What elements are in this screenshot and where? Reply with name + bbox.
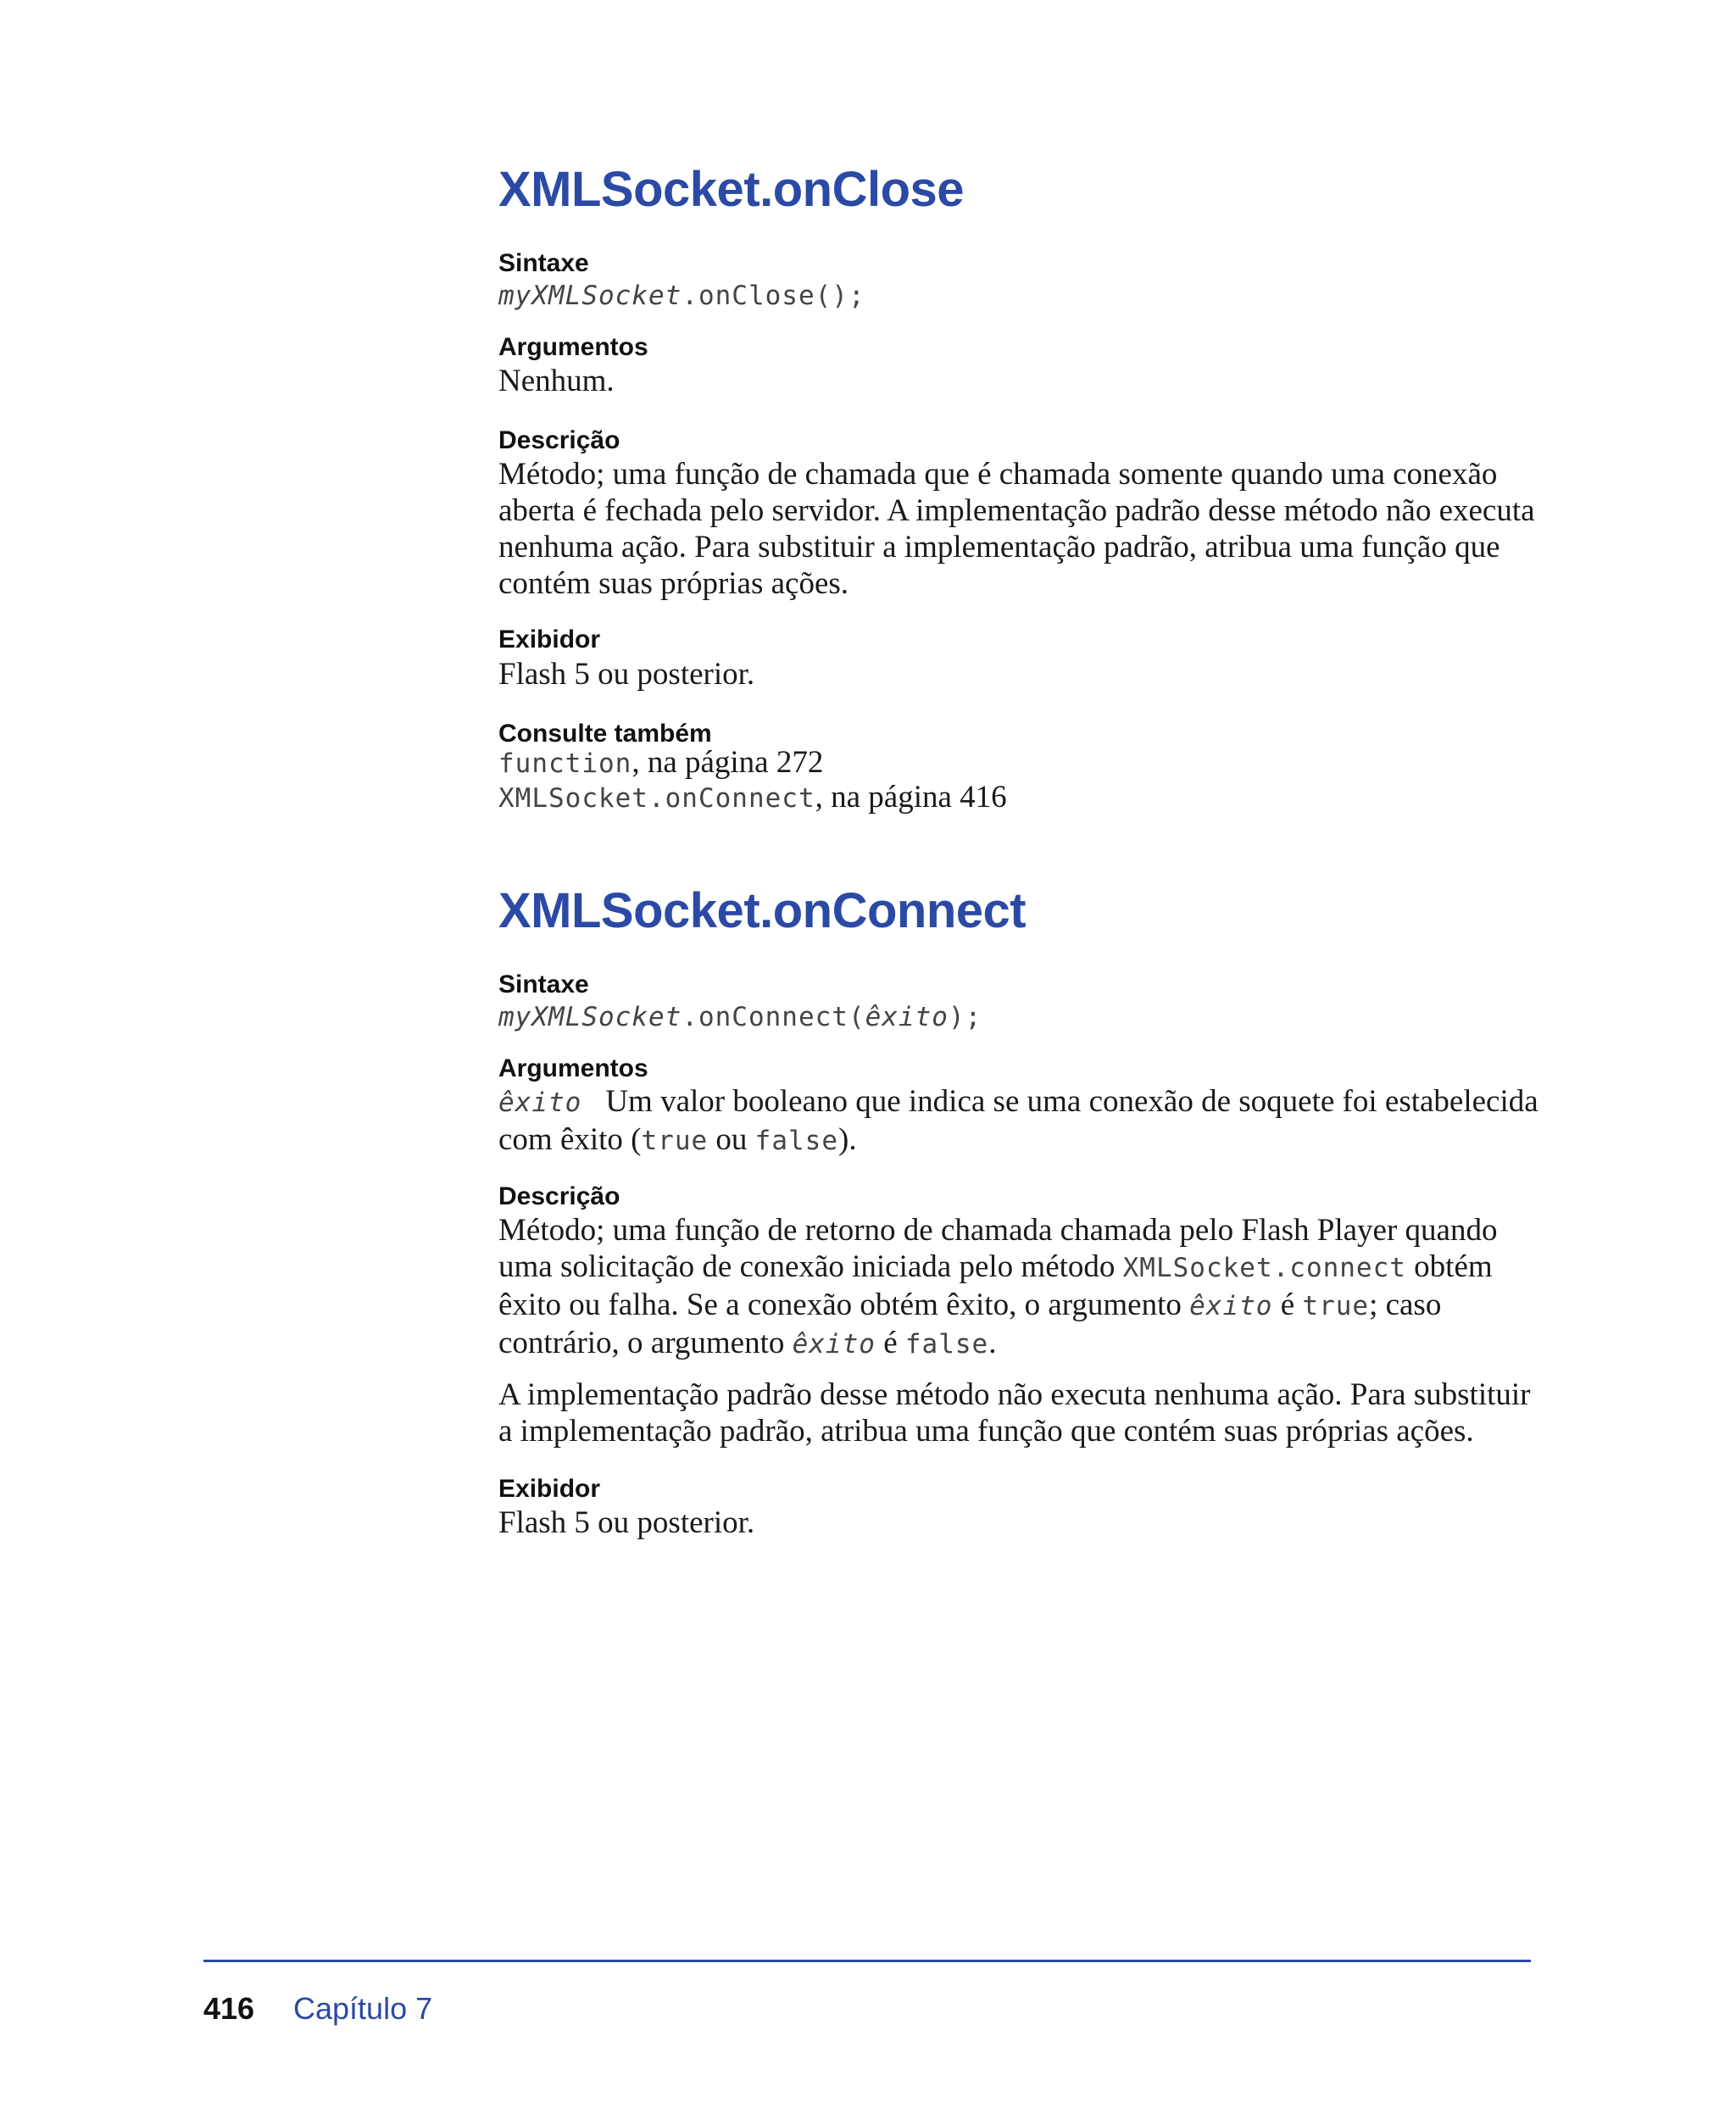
syntax-line (498, 276, 1533, 314)
player-label: Exibidor (498, 1475, 601, 1503)
description-paragraph-2 (498, 1377, 1533, 1449)
syntax-param: êxito (865, 1002, 949, 1032)
player-text: Flash 5 ou posterior. (498, 1505, 755, 1540)
description-line: a implementação padrão, atribua uma função que contém suas próprias ações. (498, 1414, 1474, 1449)
description-line (498, 1325, 1533, 1363)
method-reference: XMLSocket.connect (1122, 1253, 1406, 1283)
syntax-label: Sintaxe (498, 971, 589, 998)
description-line: nenhuma ação. Para substituir a implementação padrão, atribua uma função que (498, 530, 1500, 565)
value-true: true (1302, 1291, 1370, 1321)
syntax-object: myXMLSocket (498, 281, 682, 311)
description-line: A implementação padrão desse método não executa nenhuma ação. Para substituir (498, 1377, 1531, 1412)
description-line: aberta é fechada pelo servidor. A implementação padrão desse método não executa (498, 493, 1535, 528)
see-also-item (498, 781, 1533, 815)
description-text: é (875, 1326, 905, 1360)
argument-name: êxito (498, 1087, 582, 1118)
argument-line (498, 1083, 1538, 1121)
description-line: Método; uma função de retorno de chamada chamada pelo Flash Player quando (498, 1213, 1498, 1248)
section-title-onconnect: XMLSocket.onConnect (498, 883, 1027, 938)
param-reference: êxito (1189, 1291, 1273, 1321)
value-true: true (641, 1126, 709, 1156)
page-number: 416 (203, 1991, 255, 2026)
description-text: êxito ou falha. Se a conexão obtém êxito, o argumento (498, 1288, 1190, 1322)
description-line (498, 1287, 1533, 1325)
syntax-method: .onClose(); (682, 281, 865, 311)
description-text (498, 1212, 1533, 1363)
description-text (498, 456, 1533, 602)
section-title-onclose: XMLSocket.onClose (498, 162, 965, 217)
value-false: false (754, 1126, 838, 1156)
syntax-end: ); (948, 1002, 982, 1032)
see-also-item (498, 746, 1533, 781)
syntax-object: myXMLSocket (498, 1002, 682, 1032)
see-also-page: , na página 272 (632, 745, 824, 780)
description-line: contém suas próprias ações. (498, 566, 849, 601)
description-label: Descrição (498, 426, 620, 454)
argument-line (498, 1121, 1533, 1160)
argument-text: ). (838, 1122, 857, 1157)
see-also-list (498, 746, 1533, 815)
arguments-text: Nenhum. (498, 364, 615, 398)
param-reference: êxito (792, 1329, 876, 1360)
description-text: contrário, o argumento (498, 1326, 793, 1360)
chapter-label: Capítulo 7 (293, 1991, 433, 2026)
syntax-line (498, 998, 1533, 1036)
arguments-label: Argumentos (498, 1054, 648, 1082)
description-line (498, 1249, 1533, 1287)
description-text: é (1272, 1288, 1303, 1322)
syntax-label: Sintaxe (498, 249, 589, 277)
see-also-link-function[interactable]: function (498, 748, 632, 779)
see-also-page: , na página 416 (815, 780, 1007, 815)
argument-text: com êxito ( (498, 1122, 642, 1157)
description-text: uma solicitação de conexão iniciada pelo método (498, 1249, 1123, 1284)
description-text: obtém (1405, 1249, 1493, 1284)
description-label: Descrição (498, 1182, 620, 1210)
argument-text: ou (708, 1122, 755, 1157)
description-text: . (988, 1326, 997, 1360)
arguments-label: Argumentos (498, 333, 648, 361)
see-also-label: Consulte também (498, 720, 712, 748)
footer-rule (203, 1960, 1531, 1962)
syntax-method: .onConnect( (682, 1002, 865, 1032)
description-text: ; caso (1369, 1288, 1442, 1322)
description-line: Método; uma função de chamada que é chamada somente quando uma conexão (498, 457, 1498, 492)
player-label: Exibidor (498, 626, 601, 653)
arguments-text (498, 1083, 1538, 1160)
argument-desc: Um valor booleano que indica se uma conexão de soquete foi estabelecida (605, 1084, 1538, 1119)
player-text: Flash 5 ou posterior. (498, 657, 755, 692)
see-also-link-onconnect[interactable]: XMLSocket.onConnect (498, 783, 815, 814)
value-false: false (904, 1329, 989, 1360)
